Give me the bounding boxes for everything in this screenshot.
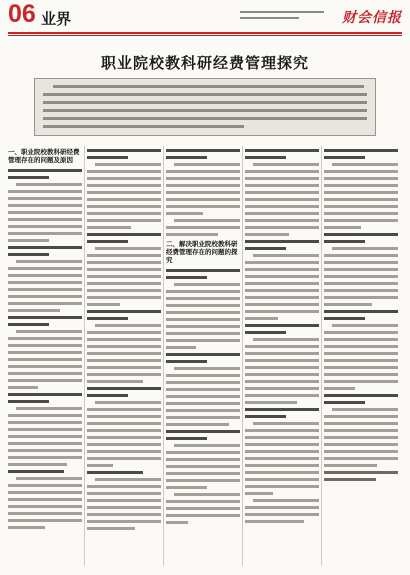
- paragraph: [245, 254, 319, 320]
- paragraph: [166, 283, 240, 349]
- paragraph: [87, 324, 161, 383]
- subheading: [324, 394, 398, 404]
- subheading: [87, 471, 161, 474]
- paragraph: [324, 247, 398, 306]
- subheading: [324, 310, 398, 320]
- paragraph: [245, 163, 319, 236]
- subheading: [324, 149, 398, 159]
- paragraph: [324, 408, 398, 467]
- paragraph: [166, 493, 240, 524]
- paragraph: [8, 183, 82, 242]
- paragraph: [324, 324, 398, 390]
- paragraph: [245, 422, 319, 495]
- column-divider: [84, 146, 85, 566]
- section-heading: 二、解决职业院校教科研经费管理存在的问题的探究: [166, 240, 238, 264]
- column-divider: [163, 146, 164, 566]
- paragraph: [87, 247, 161, 306]
- paragraph: [245, 499, 319, 523]
- subheading: [8, 470, 82, 473]
- subheading: [8, 316, 82, 326]
- editor-credits: [240, 11, 324, 23]
- page-number: 06: [8, 0, 36, 28]
- paragraph: [166, 444, 240, 489]
- header-divider-thin: [8, 35, 402, 36]
- subheading: [245, 149, 319, 159]
- subheading: [8, 246, 82, 256]
- paragraph: [87, 163, 161, 229]
- paragraph: [87, 401, 161, 467]
- subheading: [8, 393, 82, 403]
- subheading: [166, 269, 240, 279]
- article-title: 职业院校教科研经费管理探究: [100, 54, 309, 72]
- paragraph: [87, 478, 161, 530]
- paragraph: [166, 367, 240, 426]
- text-column-1: [8, 146, 82, 533]
- paragraph: [245, 338, 319, 404]
- subheading: [245, 240, 319, 250]
- page-header: [8, 0, 402, 32]
- article-abstract: [34, 78, 376, 136]
- paragraph: [324, 163, 398, 229]
- subheading: [166, 353, 240, 363]
- column-divider: [242, 146, 243, 566]
- paragraph: [8, 330, 82, 389]
- text-column-3: [166, 146, 240, 528]
- paragraph: [8, 260, 82, 312]
- subheading: [87, 149, 161, 159]
- section-name: 业界: [41, 10, 72, 28]
- subheading: [245, 324, 319, 334]
- newspaper-logo: 财会信报: [342, 10, 402, 26]
- subheading: [87, 387, 161, 397]
- text-column-2: [87, 146, 161, 534]
- paragraph: [166, 219, 240, 236]
- subheading: [324, 233, 398, 243]
- subheading: [87, 310, 161, 320]
- subheading: [8, 169, 82, 179]
- subheading: [166, 430, 240, 440]
- text-column-4: [245, 146, 319, 527]
- header-divider: [8, 32, 402, 34]
- column-divider: [321, 146, 322, 566]
- subheading: [87, 233, 161, 243]
- subheading: [245, 408, 319, 418]
- paragraph: [8, 407, 82, 466]
- author-note: [324, 471, 398, 481]
- section-heading: 一、职业院校教科研经费管理存在的问题及原因: [8, 148, 80, 164]
- paragraph: [166, 163, 240, 215]
- paragraph: [8, 477, 82, 529]
- text-column-5: [324, 146, 398, 485]
- subheading: [166, 149, 240, 159]
